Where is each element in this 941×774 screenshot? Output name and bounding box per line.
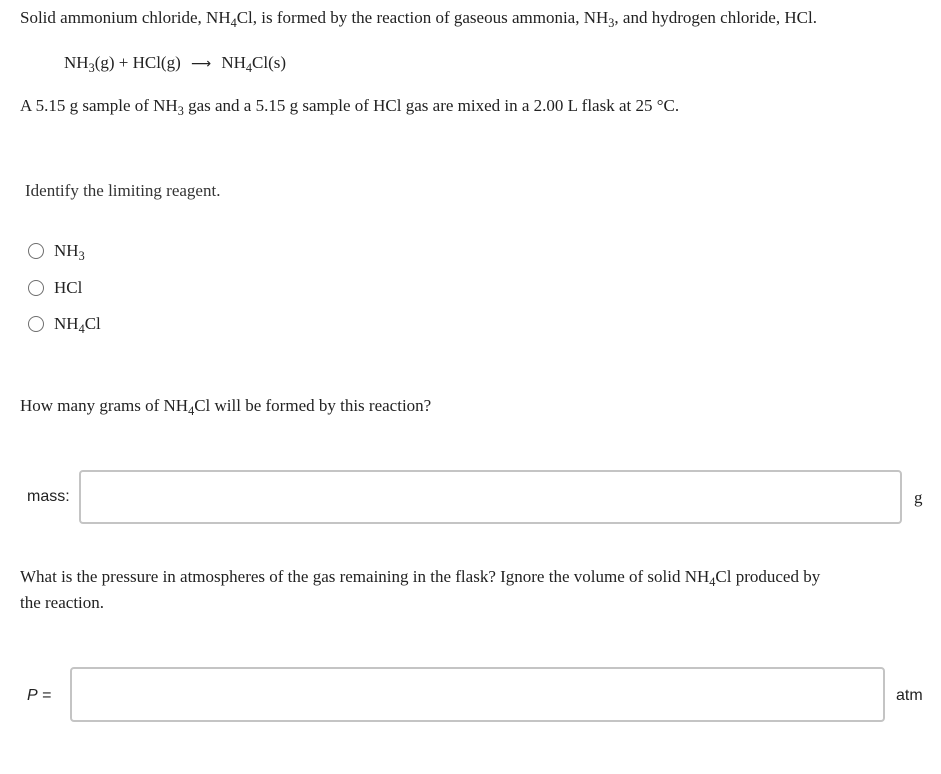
option-hcl[interactable] — [28, 276, 82, 300]
sample-text-2: gas and a 5.15 g sample of HCl gas are mixed in a 2.00 L flask at 25 °C. — [183, 96, 680, 115]
mass-label: mass: — [27, 488, 70, 505]
option-label: $NH_4Cl$ — [54, 314, 101, 336]
question-pressure-line-1: What is the pressure in atmospheres of the gas remaining in the flask? Ignore the volume of solid $NH_4Cl$ produced by — [20, 567, 821, 589]
option-nh3[interactable] — [28, 239, 85, 263]
intro-sub-1: 4 — [230, 15, 237, 30]
reactant-rest: (g) + HCl(g) — [94, 53, 181, 72]
question-limiting-reagent: Identify the limiting reagent. — [25, 181, 221, 200]
product-rest: Cl(s) — [252, 53, 287, 72]
pressure-label: P = — [27, 687, 52, 704]
radio-button[interactable] — [28, 316, 44, 332]
intro-text-3: , and hydrogen chloride, HCl. — [614, 8, 817, 27]
product-1-sub: 4 — [245, 60, 253, 75]
sample-text — [20, 96, 679, 116]
question-pressure-line-2: the reaction. — [20, 593, 105, 612]
pressure-unit: atm — [896, 687, 923, 704]
mass-unit: g — [914, 488, 923, 507]
intro-sub-2: 3 — [608, 15, 615, 30]
intro-text — [20, 8, 817, 28]
radio-button[interactable] — [28, 243, 44, 259]
intro-text-1: Solid ammonium chloride, NH — [20, 8, 231, 27]
reaction-equation — [64, 53, 286, 73]
question-mass: How many grams of $NH_4Cl$ will be formed by this reaction? — [20, 396, 432, 418]
product-1: NH — [221, 53, 246, 72]
reaction-arrow-icon: ⟶ — [191, 56, 212, 72]
option-label: $NH_3$ — [54, 241, 85, 263]
pressure-input[interactable] — [70, 667, 885, 722]
option-nh4cl[interactable] — [28, 312, 101, 336]
radio-button[interactable] — [28, 280, 44, 296]
reactant-1-sub: 3 — [88, 60, 95, 75]
reactant-1: NH — [64, 53, 89, 72]
intro-text-2: Cl, is formed by the reaction of gaseous ammonia, NH — [236, 8, 609, 27]
option-label: HCl — [54, 278, 83, 297]
sample-text-1: A 5.15 g sample of NH — [20, 96, 178, 115]
mass-input[interactable] — [79, 470, 902, 524]
sample-sub-1: 3 — [177, 103, 184, 118]
